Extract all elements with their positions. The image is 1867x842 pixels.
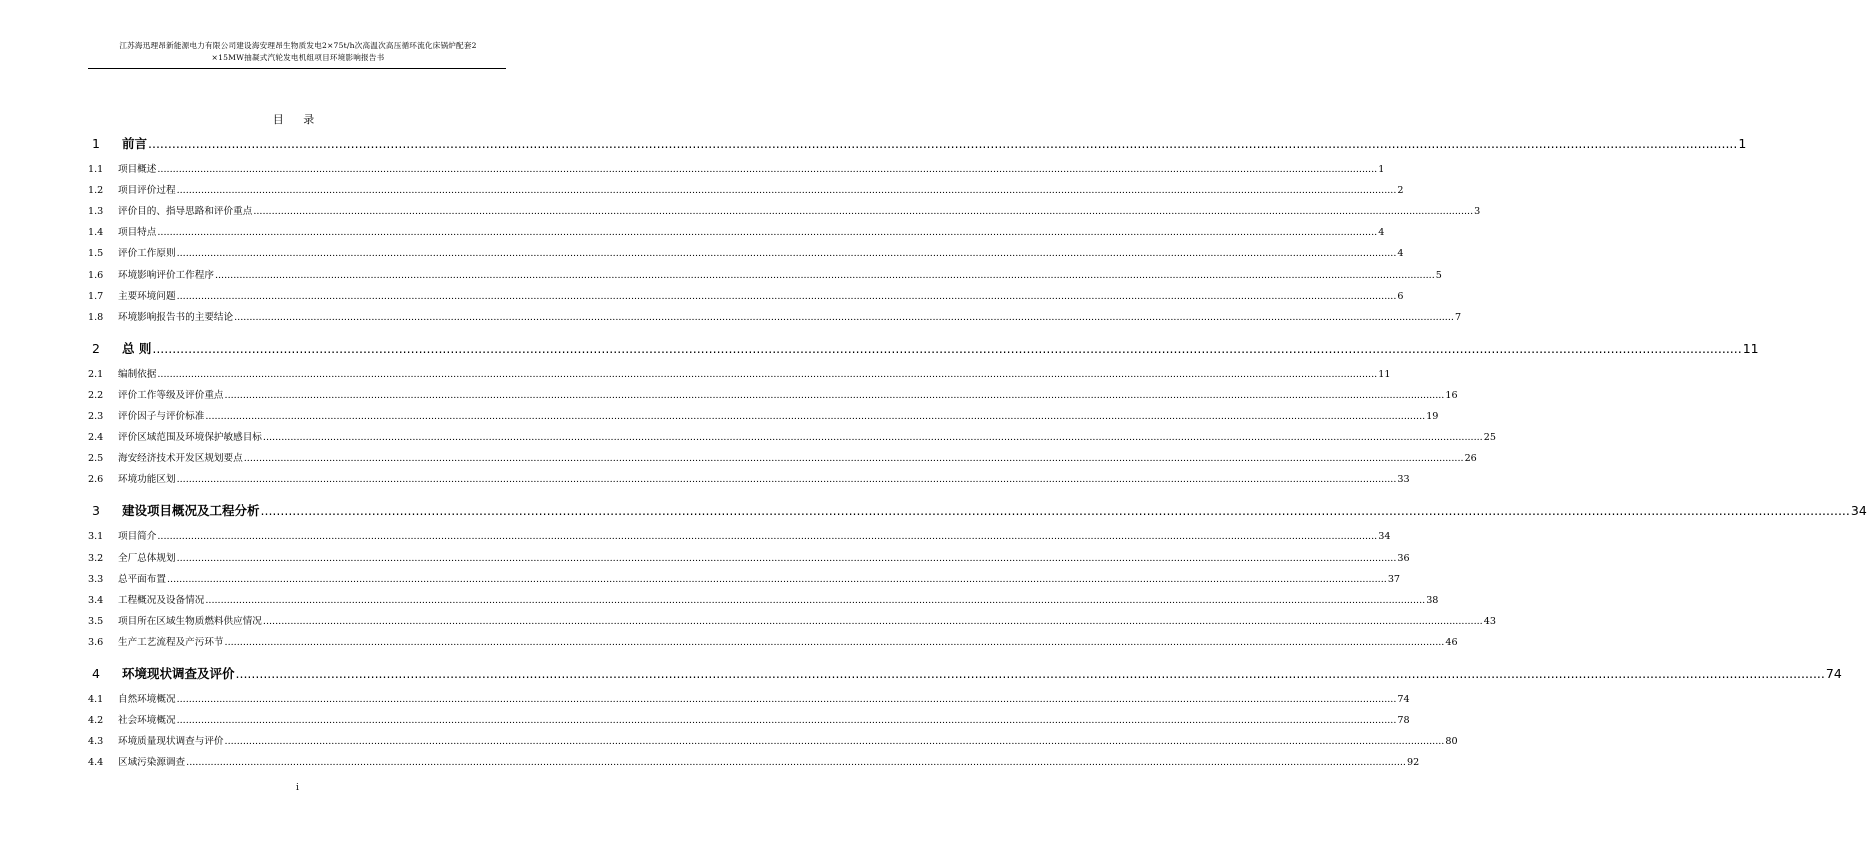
toc-leader-dots: ................................................................................................................................................................................................................................................................................................................................................................................................................ bbox=[157, 164, 1378, 175]
toc-entry-title: 总平面布置 bbox=[118, 573, 166, 585]
toc-leader-dots: ................................................................................................................................................................................................................................................................................................................................................................................................................ bbox=[260, 503, 1850, 519]
toc-entry-title: 评价工作原则 bbox=[118, 248, 176, 260]
toc-leader-dots: ................................................................................................................................................................................................................................................................................................................................................................................................................ bbox=[176, 474, 1397, 486]
toc-entry-title: 评价工作等级及评价重点 bbox=[118, 389, 224, 401]
toc-leader-dots: ................................................................................................................................................................................................................................................................................................................................................................................................................ bbox=[148, 136, 1738, 151]
toc-leader-dots: ................................................................................................................................................................................................................................................................................................................................................................................................................ bbox=[205, 594, 1426, 606]
toc-entry-page: 34 bbox=[1850, 503, 1867, 519]
toc-entry-number: 4.2 bbox=[88, 715, 104, 727]
toc-entry-page: 5 bbox=[1435, 269, 1442, 281]
toc-entry-page: 46 bbox=[1445, 636, 1458, 648]
toc-entry-title: 社会环境概况 bbox=[118, 715, 176, 727]
toc-leader-dots: ................................................................................................................................................................................................................................................................................................................................................................................................................ bbox=[214, 269, 1435, 281]
toc-entry-number: 4.1 bbox=[88, 694, 104, 705]
toc-entry-page: 25 bbox=[1483, 432, 1496, 444]
toc-leader-dots: ................................................................................................................................................................................................................................................................................................................................................................................................................ bbox=[176, 185, 1397, 197]
toc-entry-title: 项目简介 bbox=[118, 531, 157, 543]
toc-entry-title: 生产工艺流程及产污环节 bbox=[118, 636, 224, 648]
toc-entry-title: 区域污染源调查 bbox=[118, 757, 186, 769]
toc-leader-dots: ................................................................................................................................................................................................................................................................................................................................................................................................................ bbox=[157, 531, 1378, 543]
toc-entry-number: 2.5 bbox=[88, 453, 104, 465]
toc-entry-page: 11 bbox=[1742, 340, 1759, 356]
toc-chapter-entry[interactable] bbox=[88, 134, 1747, 154]
toc-section-entry[interactable] bbox=[88, 550, 1410, 570]
toc-entry-number: 2.6 bbox=[88, 474, 104, 486]
toc-section-entry[interactable] bbox=[88, 592, 1439, 612]
toc-entry-page: 80 bbox=[1445, 736, 1458, 748]
toc-entry-title: 海安经济技术开发区规划要点 bbox=[118, 453, 243, 465]
toc-entry-title: 建设项目概况及工程分析 bbox=[122, 503, 260, 519]
toc-entry-page: 19 bbox=[1426, 411, 1439, 422]
toc-chapter-entry[interactable] bbox=[88, 501, 1867, 521]
toc-section-entry[interactable] bbox=[88, 182, 1404, 202]
toc-entry-number: 3 bbox=[92, 503, 100, 519]
toc-entry-page: 4 bbox=[1397, 248, 1404, 260]
toc-entry-page: 2 bbox=[1397, 185, 1404, 197]
toc-entry-number: 1.6 bbox=[88, 269, 104, 281]
toc-section-entry[interactable] bbox=[88, 429, 1496, 449]
toc-section-entry[interactable] bbox=[88, 387, 1458, 407]
toc-section-entry[interactable] bbox=[88, 309, 1462, 329]
toc-entry-title: 项目所在区域生物质燃料供应情况 bbox=[118, 615, 262, 627]
toc-leader-dots: ................................................................................................................................................................................................................................................................................................................................................................................................................ bbox=[176, 694, 1397, 705]
toc-entry-page: 3 bbox=[1474, 206, 1481, 218]
toc-title: 目 录 bbox=[272, 113, 323, 126]
toc-section-entry[interactable] bbox=[88, 224, 1385, 244]
toc-section-entry[interactable] bbox=[88, 408, 1439, 428]
toc-entry-page: 38 bbox=[1426, 594, 1439, 606]
toc-section-entry[interactable] bbox=[88, 366, 1391, 386]
toc-leader-dots: ................................................................................................................................................................................................................................................................................................................................................................................................................ bbox=[186, 757, 1406, 769]
toc-entry-number: 3.1 bbox=[88, 531, 104, 543]
toc-entry-title: 评价因子与评价标准 bbox=[118, 411, 205, 422]
toc-entry-title: 环境功能区划 bbox=[118, 474, 176, 486]
toc-entry-page: 7 bbox=[1454, 311, 1462, 323]
toc-leader-dots: ................................................................................................................................................................................................................................................................................................................................................................................................................ bbox=[166, 573, 1387, 585]
toc-entry-number: 1.3 bbox=[88, 206, 104, 218]
toc-entry-number: 1.1 bbox=[88, 164, 104, 175]
toc-section-entry[interactable] bbox=[88, 733, 1458, 753]
header-line-1: 江苏海迅理昂新能源电力有限公司建设海安理昂生物质发电2×75t/h次高温次高压循环流化床锅炉配套2 bbox=[119, 41, 477, 50]
toc-leader-dots: ................................................................................................................................................................................................................................................................................................................................................................................................................ bbox=[224, 736, 1445, 748]
toc-entry-number: 2.2 bbox=[88, 389, 104, 401]
toc-section-entry[interactable] bbox=[88, 613, 1496, 633]
toc-section-entry[interactable] bbox=[88, 691, 1410, 711]
toc-entry-page: 36 bbox=[1397, 552, 1410, 564]
toc-entry-title: 项目特点 bbox=[118, 227, 157, 239]
toc-section-entry[interactable] bbox=[88, 203, 1481, 223]
toc-leader-dots: ................................................................................................................................................................................................................................................................................................................................................................................................................ bbox=[152, 340, 1742, 356]
toc-entry-page: 92 bbox=[1407, 757, 1420, 769]
toc-entry-title: 工程概况及设备情况 bbox=[118, 594, 205, 606]
toc-section-entry[interactable] bbox=[88, 471, 1410, 491]
toc-entry-page: 74 bbox=[1397, 694, 1410, 705]
toc-entry-title: 环境现状调查及评价 bbox=[122, 666, 235, 681]
toc-section-entry[interactable] bbox=[88, 528, 1391, 548]
toc-entry-page: 26 bbox=[1464, 453, 1477, 465]
toc-entry-title: 前言 bbox=[122, 136, 148, 151]
toc-leader-dots: ................................................................................................................................................................................................................................................................................................................................................................................................................ bbox=[205, 411, 1426, 422]
toc-entry-number: 2.1 bbox=[88, 368, 104, 380]
toc-section-entry[interactable] bbox=[88, 288, 1404, 308]
toc-chapter-entry[interactable] bbox=[88, 339, 1759, 359]
toc-entry-number: 2 bbox=[92, 340, 100, 356]
toc-entry-page: 16 bbox=[1445, 389, 1458, 401]
toc-entry-number: 3.2 bbox=[88, 552, 104, 564]
header-rule bbox=[88, 68, 506, 69]
toc-entry-title: 环境影响评价工作程序 bbox=[118, 269, 214, 281]
toc-entry-number: 1.2 bbox=[88, 185, 104, 197]
toc-entry-number: 1.5 bbox=[88, 248, 104, 260]
toc-entry-number: 4.4 bbox=[88, 757, 104, 769]
toc-entry-page: 1 bbox=[1378, 164, 1385, 175]
toc-entry-number: 2.4 bbox=[88, 432, 104, 444]
toc-leader-dots: ................................................................................................................................................................................................................................................................................................................................................................................................................ bbox=[176, 552, 1397, 564]
toc-section-entry[interactable] bbox=[88, 450, 1477, 470]
toc-entry-page: 4 bbox=[1378, 227, 1385, 239]
toc-entry-page: 11 bbox=[1378, 368, 1391, 380]
running-header bbox=[88, 40, 508, 63]
toc-leader-dots: ................................................................................................................................................................................................................................................................................................................................................................................................................ bbox=[176, 248, 1397, 260]
toc-entry-page: 78 bbox=[1397, 715, 1410, 727]
toc-entry-number: 3.6 bbox=[88, 636, 104, 648]
toc-leader-dots: ................................................................................................................................................................................................................................................................................................................................................................................................................ bbox=[253, 206, 1474, 218]
toc-entry-title: 环境质量现状调查与评价 bbox=[118, 736, 224, 748]
toc-entry-title: 全厂总体规划 bbox=[118, 552, 176, 564]
toc-entry-number: 3.4 bbox=[88, 594, 104, 606]
toc-entry-title: 总 则 bbox=[122, 340, 152, 356]
toc-entry-number: 4 bbox=[92, 666, 100, 681]
toc-entry-number: 2.3 bbox=[88, 411, 104, 422]
toc-leader-dots: ................................................................................................................................................................................................................................................................................................................................................................................................................ bbox=[157, 368, 1378, 380]
toc-leader-dots: ................................................................................................................................................................................................................................................................................................................................................................................................................ bbox=[224, 636, 1445, 648]
toc-entry-number: 1.4 bbox=[88, 227, 104, 239]
toc-entry-number: 3.5 bbox=[88, 615, 104, 627]
toc-leader-dots: ................................................................................................................................................................................................................................................................................................................................................................................................................ bbox=[176, 715, 1397, 727]
toc-entry-page: 6 bbox=[1397, 290, 1404, 302]
toc-entry-title: 环境影响报告书的主要结论 bbox=[118, 311, 234, 323]
toc-entry-number: 1 bbox=[92, 136, 100, 151]
header-line-2: ×15MW抽凝式汽轮发电机组项目环境影响报告书 bbox=[211, 52, 385, 62]
toc-entry-page: 33 bbox=[1397, 474, 1410, 486]
toc-entry-page: 43 bbox=[1483, 615, 1496, 627]
toc-entry-title: 自然环境概况 bbox=[118, 694, 176, 705]
toc-leader-dots: ................................................................................................................................................................................................................................................................................................................................................................................................................ bbox=[235, 666, 1825, 681]
toc-section-entry[interactable] bbox=[88, 161, 1385, 181]
toc-entry-title: 编制依据 bbox=[118, 368, 157, 380]
toc-entry-number: 1.8 bbox=[88, 311, 104, 323]
toc-entry-number: 1.7 bbox=[88, 290, 104, 302]
toc-entry-number: 4.3 bbox=[88, 736, 104, 748]
toc-section-entry[interactable] bbox=[88, 245, 1404, 265]
toc-entry-page: 34 bbox=[1378, 531, 1391, 543]
toc-entry-page: 74 bbox=[1825, 666, 1842, 681]
toc-entry-title: 评价区域范围及环境保护敏感目标 bbox=[118, 432, 262, 444]
page-number: i bbox=[296, 783, 299, 793]
toc-section-entry[interactable] bbox=[88, 712, 1410, 732]
toc-entry-number: 3.3 bbox=[88, 573, 104, 585]
toc-entry-title: 项目评价过程 bbox=[118, 185, 176, 197]
toc-leader-dots: ................................................................................................................................................................................................................................................................................................................................................................................................................ bbox=[224, 389, 1445, 401]
toc-leader-dots: ................................................................................................................................................................................................................................................................................................................................................................................................................ bbox=[234, 311, 1454, 323]
toc-entry-title: 评价目的、指导思路和评价重点 bbox=[118, 206, 253, 218]
toc-chapter-entry[interactable] bbox=[88, 664, 1842, 684]
toc-entry-page: 1 bbox=[1738, 136, 1747, 151]
toc-section-entry[interactable] bbox=[88, 571, 1401, 591]
toc-leader-dots: ................................................................................................................................................................................................................................................................................................................................................................................................................ bbox=[262, 432, 1483, 444]
toc-entry-title: 项目概述 bbox=[118, 164, 157, 175]
toc-entry-title: 主要环境问题 bbox=[118, 290, 176, 302]
toc-leader-dots: ................................................................................................................................................................................................................................................................................................................................................................................................................ bbox=[243, 453, 1464, 465]
toc-section-entry[interactable] bbox=[88, 754, 1420, 774]
toc-leader-dots: ................................................................................................................................................................................................................................................................................................................................................................................................................ bbox=[157, 227, 1378, 239]
toc-leader-dots: ................................................................................................................................................................................................................................................................................................................................................................................................................ bbox=[176, 290, 1397, 302]
toc-section-entry[interactable] bbox=[88, 634, 1458, 654]
toc-leader-dots: ................................................................................................................................................................................................................................................................................................................................................................................................................ bbox=[262, 615, 1483, 627]
toc-entry-page: 37 bbox=[1387, 573, 1401, 585]
toc-section-entry[interactable] bbox=[88, 267, 1442, 287]
